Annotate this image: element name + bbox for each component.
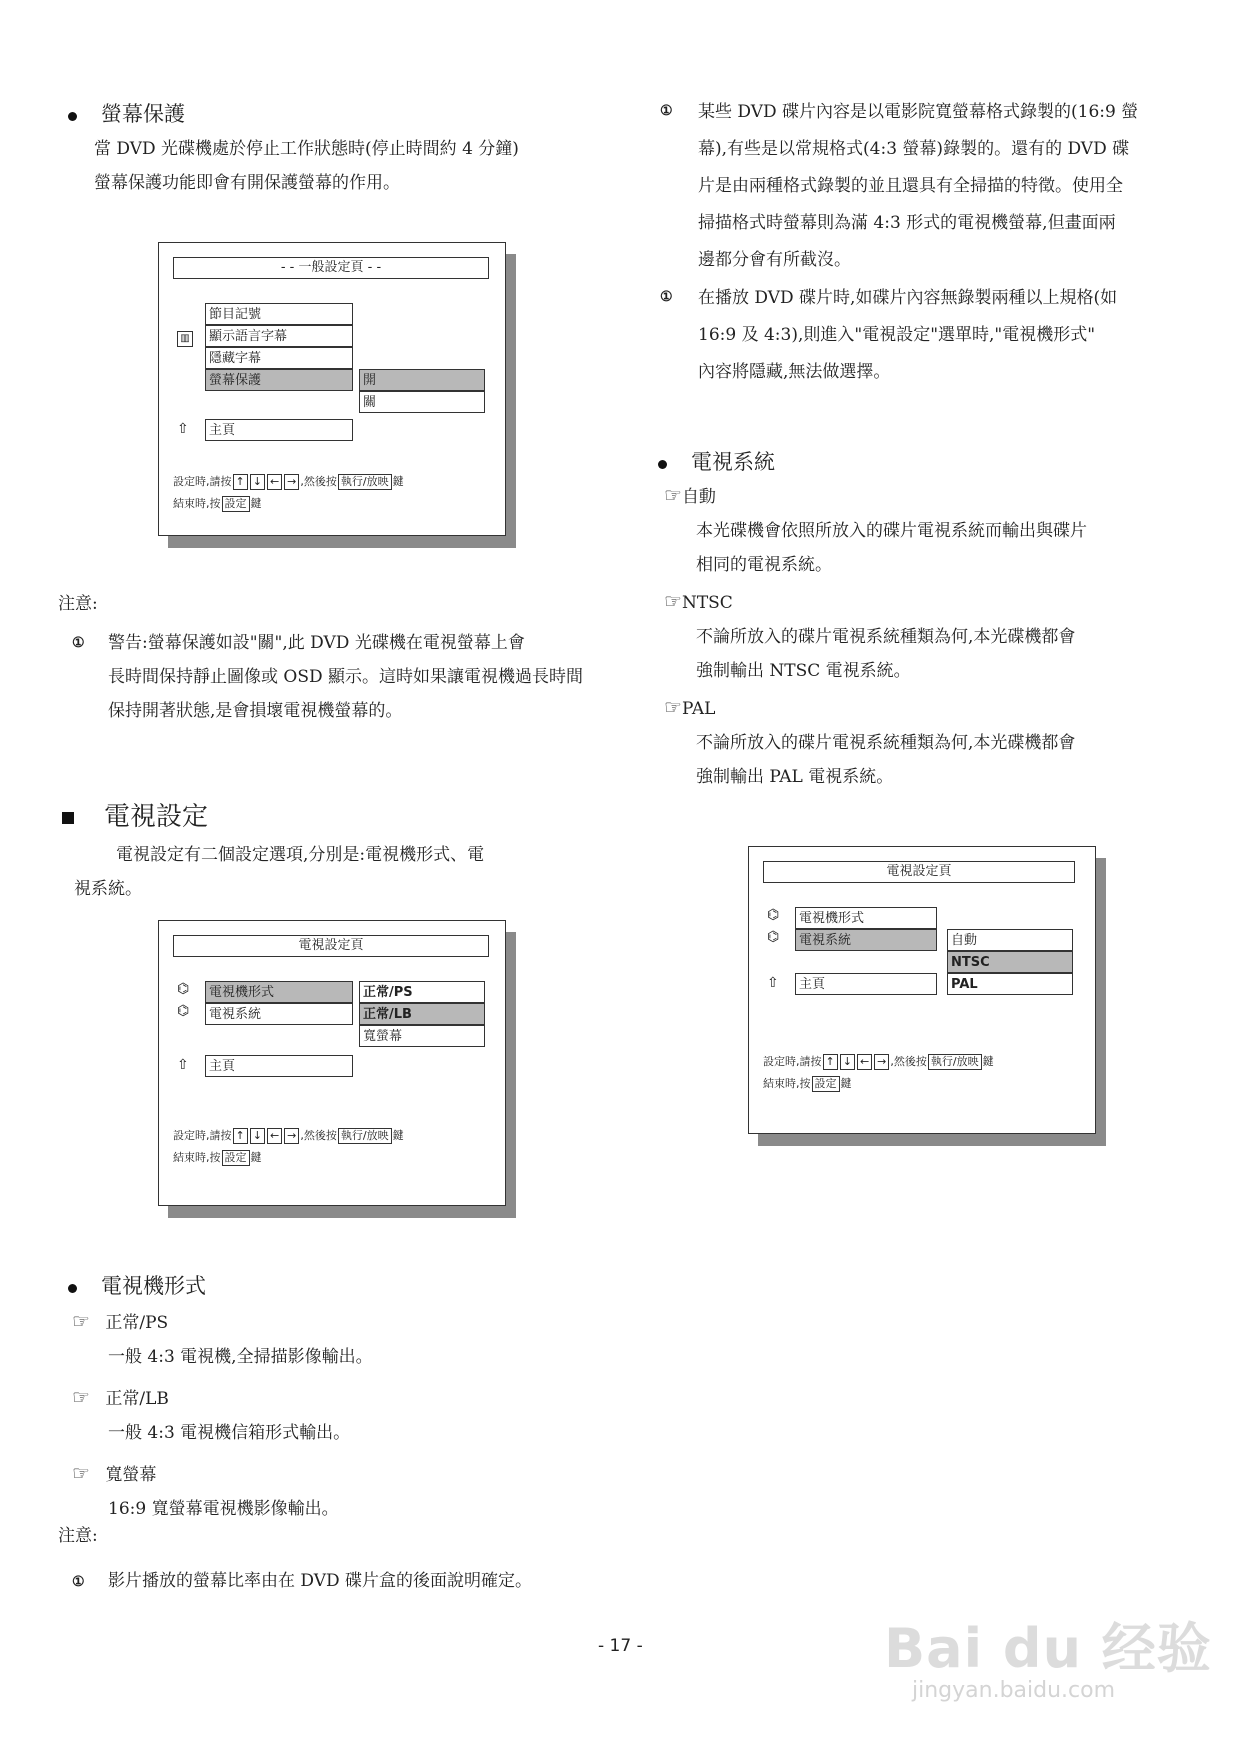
- tv-icon: ⌬: [177, 1003, 190, 1019]
- up-arrow-icon: ↑: [823, 1054, 838, 1070]
- home-icon: ⇧: [177, 421, 189, 437]
- menu-title: 電視設定頁: [763, 861, 1075, 883]
- pointing-hand-icon: ☞: [664, 695, 682, 719]
- text-line: 螢幕保護功能即會有開保護螢幕的作用。: [94, 173, 400, 193]
- tv-icon: ▥: [177, 331, 193, 347]
- right-note-b: [660, 280, 1117, 391]
- tv-icon: ⌬: [177, 981, 190, 997]
- tv-setup-text: [74, 838, 484, 906]
- option-label: 自動: [681, 487, 716, 507]
- note2-label: 注意:: [58, 1526, 98, 1546]
- screensaver-heading: 螢幕保護: [101, 102, 185, 126]
- circled-one-icon: ①: [660, 289, 673, 305]
- right-arrow-icon: →: [874, 1054, 889, 1070]
- text-line: 保持開著狀態,是會損壞電視機螢幕的。: [108, 701, 403, 721]
- menu-hint-2: 結束時,按 設定 鍵: [763, 1077, 852, 1090]
- menu-hint-2: 結束時,按 設定 鍵: [173, 1151, 262, 1164]
- circled-one-icon: ①: [72, 635, 85, 651]
- pointing-hand-icon: ☞: [664, 589, 682, 613]
- text-line: 在播放 DVD 碟片時,如碟片內容無錄製兩種以上規格(如: [698, 288, 1118, 308]
- home-icon: ⇧: [177, 1057, 189, 1073]
- menu-hint-2: 結束時,按 設定 鍵: [173, 497, 262, 510]
- option-label: PAL: [681, 699, 716, 719]
- menu-option-selected[interactable]: 正常/LB: [359, 1003, 485, 1025]
- text-line: 視系統。: [74, 879, 142, 899]
- option-desc: 一般 4:3 電視機信箱形式輸出。: [108, 1423, 351, 1443]
- tv-icon: ⌬: [767, 929, 780, 945]
- option-desc: 強制輸出 PAL 電視系統。: [696, 767, 894, 787]
- option-desc: 強制輸出 NTSC 電視系統。: [696, 661, 911, 681]
- tv-system-heading: 電視系統: [691, 450, 775, 474]
- pointing-hand-icon: ☞: [72, 1309, 90, 1333]
- menu-hint-1: 設定時,請按 ↑ ↓ ← → ,然後按 執行/放映 鍵: [173, 1129, 404, 1142]
- bullet-dot-icon: [68, 1284, 77, 1293]
- option-desc: 不論所放入的碟片電視系統種類為何,本光碟機都會: [696, 627, 1076, 647]
- menu-option[interactable]: 關: [359, 391, 485, 413]
- menu-hint-1: 設定時,請按 ↑ ↓ ← → ,然後按 執行/放映 鍵: [763, 1055, 994, 1068]
- text-line: 片是由兩種格式錄製的並且還具有全掃描的特徵。使用全: [698, 176, 1123, 196]
- pointing-hand-icon: ☞: [72, 1461, 90, 1485]
- menu-title: - - 一般設定頁 - -: [173, 257, 489, 279]
- right-arrow-icon: →: [284, 474, 299, 490]
- option-desc: 一般 4:3 電視機,全掃描影像輸出。: [108, 1347, 373, 1367]
- text-line: 長時間保持靜止圖像或 OSD 顯示。這時如果讓電視機過長時間: [108, 667, 584, 687]
- tv-setup-heading: 電視設定: [104, 802, 209, 832]
- menu-option[interactable]: 自動: [947, 929, 1073, 951]
- text-line: 內容將隱藏,無法做選擇。: [698, 362, 891, 382]
- note1-label: 注意:: [58, 594, 98, 614]
- down-arrow-icon: ↓: [840, 1054, 855, 1070]
- menu-option[interactable]: PAL: [947, 973, 1073, 995]
- menu-option[interactable]: 正常/PS: [359, 981, 485, 1003]
- tv-system-options: [664, 478, 1087, 794]
- text-line: 當 DVD 光碟機處於停止工作狀態時(停止時間約 4 分鐘): [94, 139, 519, 159]
- down-arrow-icon: ↓: [250, 1128, 265, 1144]
- text-line: 掃描格式時螢幕則為滿 4:3 形式的電視機螢幕,但畫面兩: [698, 213, 1116, 233]
- menu-option[interactable]: 寬螢幕: [359, 1025, 485, 1047]
- option-desc: 16:9 寬螢幕電視機影像輸出。: [108, 1499, 339, 1519]
- menu-title: 電視設定頁: [173, 935, 489, 957]
- option-label: 正常/LB: [105, 1389, 169, 1409]
- menu-item-selected[interactable]: 電視系統: [795, 929, 937, 951]
- menu-main[interactable]: 主頁: [205, 1055, 353, 1077]
- menu-item[interactable]: 節目記號: [205, 303, 353, 325]
- down-arrow-icon: ↓: [250, 474, 265, 490]
- tv-type-heading: 電視機形式: [101, 1274, 206, 1298]
- note2: [72, 1564, 532, 1599]
- menu-item-selected[interactable]: 電視機形式: [205, 981, 353, 1003]
- pointing-hand-icon: ☞: [664, 483, 682, 507]
- circled-one-icon: ①: [660, 103, 673, 119]
- up-arrow-icon: ↑: [233, 474, 248, 490]
- menu-item[interactable]: 電視機形式: [795, 907, 937, 929]
- section-tv-type: [68, 1270, 206, 1300]
- option-label: 寬螢幕: [105, 1465, 157, 1485]
- up-arrow-icon: ↑: [233, 1128, 248, 1144]
- home-icon: ⇧: [767, 975, 779, 991]
- left-arrow-icon: ←: [267, 474, 282, 490]
- menu-option-selected[interactable]: NTSC: [947, 951, 1073, 973]
- text-line: 某些 DVD 碟片內容是以電影院寬螢幕格式錄製的(16:9 螢: [698, 102, 1139, 122]
- section-screensaver: [68, 98, 185, 128]
- text-line: 影片播放的螢幕比率由在 DVD 碟片盒的後面說明確定。: [107, 1571, 533, 1591]
- bullet-dot-icon: [658, 460, 667, 469]
- menu-main[interactable]: 主頁: [205, 419, 353, 441]
- screensaver-text: [94, 132, 519, 200]
- option-label: NTSC: [681, 593, 733, 613]
- tv-icon: ⌬: [767, 907, 780, 923]
- text-line: 電視設定有二個設定選項,分別是:電視機形式、電: [116, 845, 485, 865]
- section-tv-setup: [62, 796, 208, 833]
- text-line: 16:9 及 4:3),則進入"電視設定"選單時,"電視機形式": [698, 325, 1096, 345]
- circled-one-icon: ①: [72, 1574, 85, 1590]
- tv-type-options: [72, 1304, 373, 1526]
- option-label: 正常/PS: [105, 1313, 169, 1333]
- pointing-hand-icon: ☞: [72, 1385, 90, 1409]
- menu-item[interactable]: 顯示語言字幕: [205, 325, 353, 347]
- left-arrow-icon: ←: [267, 1128, 282, 1144]
- right-arrow-icon: →: [284, 1128, 299, 1144]
- right-note-a: [660, 94, 1138, 279]
- page-number: - 17 -: [598, 1636, 643, 1656]
- text-line: 警告:螢幕保護如設"關",此 DVD 光碟機在電視螢幕上會: [108, 633, 525, 653]
- menu-main[interactable]: 主頁: [795, 973, 937, 995]
- menu-hint-1: 設定時,請按 ↑ ↓ ← → ,然後按 執行/放映 鍵: [173, 475, 404, 488]
- text-line: 幕),有些是以常規格式(4:3 螢幕)錄製的。還有的 DVD 碟: [698, 139, 1130, 159]
- text-line: 邊都分會有所截沒。: [698, 250, 851, 270]
- menu-item[interactable]: 隱藏字幕: [205, 347, 353, 369]
- option-desc: 不論所放入的碟片電視系統種類為何,本光碟機都會: [696, 733, 1076, 753]
- square-bullet-icon: [62, 812, 74, 824]
- menu-option-selected[interactable]: 開: [359, 369, 485, 391]
- left-arrow-icon: ←: [857, 1054, 872, 1070]
- option-desc: 本光碟機會依照所放入的碟片電視系統而輸出與碟片: [696, 521, 1087, 541]
- menu-item[interactable]: 電視系統: [205, 1003, 353, 1025]
- note1: [72, 626, 583, 728]
- section-tv-system: [658, 446, 775, 476]
- bullet-dot-icon: [68, 112, 77, 121]
- watermark-logo: Bai du 经验: [884, 1617, 1212, 1680]
- option-desc: 相同的電視系統。: [696, 555, 832, 575]
- menu-item-selected[interactable]: 螢幕保護: [205, 369, 353, 391]
- watermark-url: jingyan.baidu.com: [912, 1678, 1116, 1703]
